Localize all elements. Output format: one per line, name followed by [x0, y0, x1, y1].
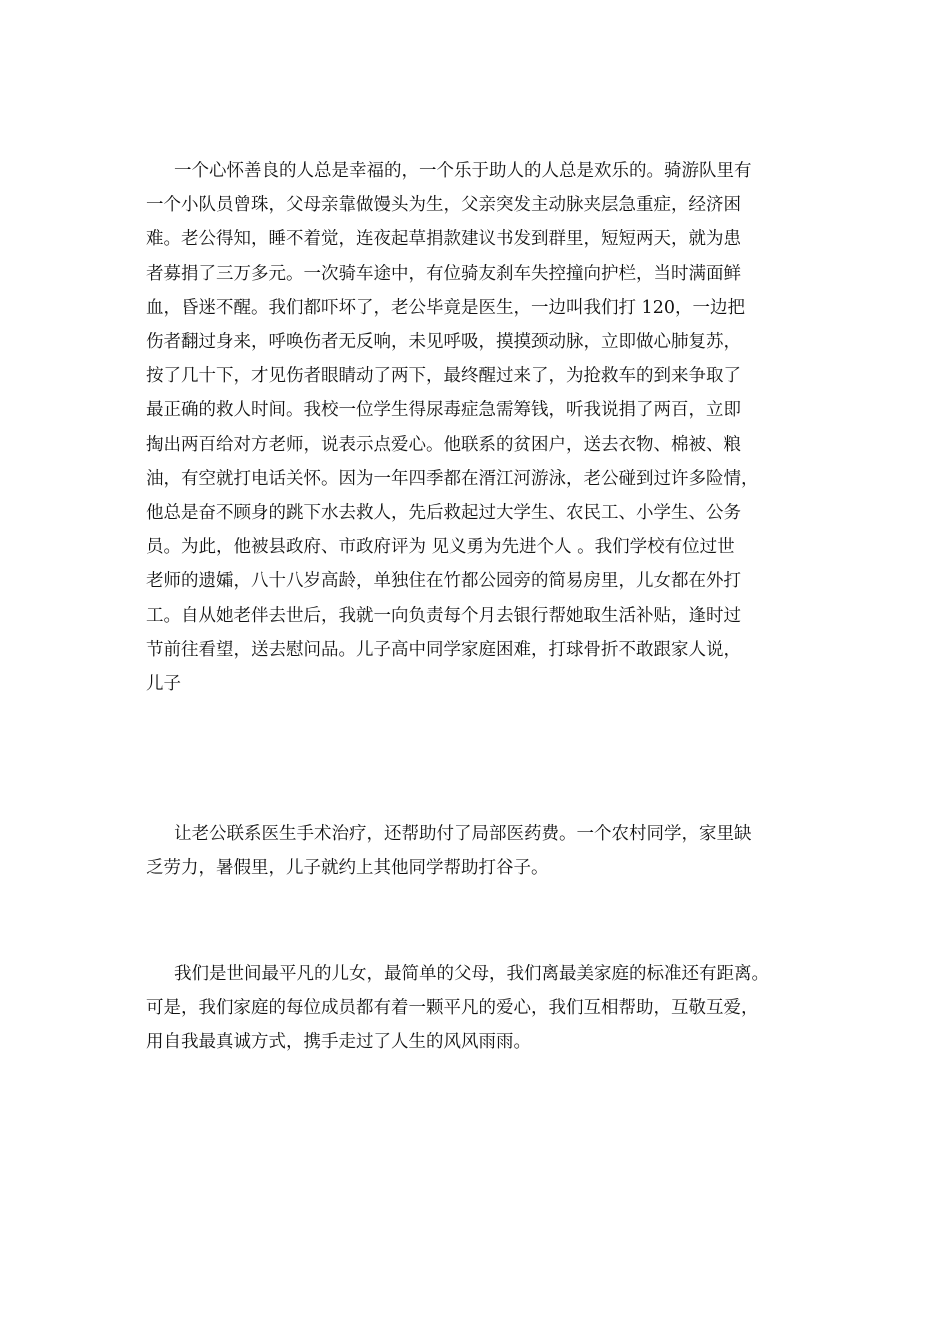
text-line: 伤者翻过身来，呼唤伤者无反响，未见呼吸，摸摸颈动脉，立即做心肺复苏，	[146, 332, 741, 353]
text-line: 一个小队员曾珠，父母亲靠做馒头为生，父亲突发主动脉夹层急重症，经济困	[146, 195, 741, 216]
text-line: 一个心怀善良的人总是幸福的，一个乐于助人的人总是欢乐的。骑游队里有	[174, 161, 752, 181]
text-line: 用自我最真诚方式，携手走过了人生的风风雨雨。	[146, 1032, 531, 1053]
text-line: 儿子	[146, 674, 181, 695]
text-line: 节前往看望，送去慰问品。儿子高中同学家庭困难，打球骨折不敢跟家人说，	[146, 639, 741, 660]
text-line: 者募捐了三万多元。一次骑车途中，有位骑友刹车失控撞向护栏，当时满面鲜	[146, 263, 741, 284]
text-line: 老师的遗孀，八十八岁高龄，单独住在竹都公园旁的简易房里，儿女都在外打	[146, 571, 741, 592]
paragraph-3	[146, 957, 816, 1060]
text-line: 难。老公得知，睡不着觉，连夜起草捐款建议书发到群里，短短两天，就为患	[146, 229, 741, 250]
text-line: 工。自从她老伴去世后，我就一向负责每个月去银行帮她取生活补贴，逢时过	[146, 605, 741, 626]
text-line: 可是，我们家庭的每位成员都有着一颗平凡的爱心，我们互相帮助，互敬互爱，	[146, 998, 759, 1019]
paragraph-1	[146, 154, 816, 701]
text-line: 最正确的救人时间。我校一位学生得尿毒症急需筹钱，听我说捐了两百，立即	[146, 400, 741, 421]
text-line: 让老公联系医生手术治疗，还帮助付了局部医药费。一个农村同学，家里缺	[174, 824, 752, 844]
text-line: 掏出两百给对方老师，说表示点爱心。他联系的贫困户，送去衣物、棉被、粮	[146, 434, 741, 455]
text-line: 他总是奋不顾身的跳下水去救人，先后救起过大学生、农民工、小学生、公务	[146, 503, 741, 524]
text-line: 乏劳力，暑假里，儿子就约上其他同学帮助打谷子。	[146, 858, 549, 879]
text-line: 员。为此，他被县政府、市政府评为 见义勇为先进个人 。我们学校有位过世	[146, 537, 735, 558]
text-line: 我们是世间最平凡的儿女，最简单的父母，我们离最美家庭的标准还有距离。	[174, 964, 769, 984]
text-line: 血，昏迷不醒。我们都吓坏了，老公毕竟是医生，一边叫我们打 120，一边把	[146, 297, 745, 318]
paragraph-2	[146, 817, 816, 885]
text-line: 油，有空就打电话关怀。因为一年四季都在湑江河游泳，老公碰到过许多险情，	[146, 468, 759, 489]
text-line: 按了几十下，才见伤者眼睛动了两下，最终醒过来了，为抢救车的到来争取了	[146, 366, 741, 387]
